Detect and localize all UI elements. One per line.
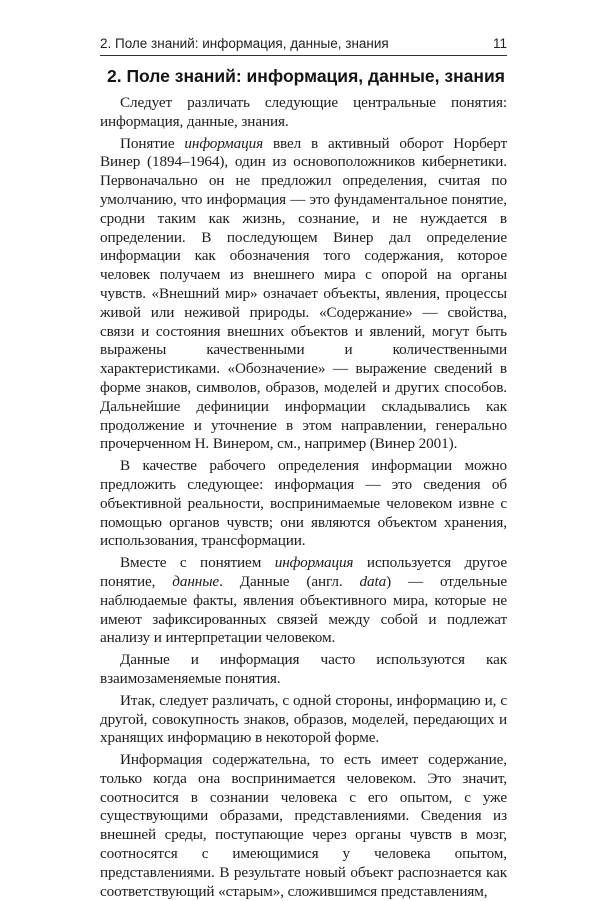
body-text xyxy=(100,94,507,901)
header-divider xyxy=(100,55,507,56)
term-informatsiya-2: информация xyxy=(274,554,354,572)
page-number: 11 xyxy=(492,35,507,51)
term-informatsiya: информация xyxy=(184,134,264,152)
paragraph-7 xyxy=(100,751,507,901)
paragraph-4-part-b: используется другое понятие, xyxy=(100,554,507,590)
paragraph-4-part-d: ) — отдельные наблюдаемые факты, явления объективного мира, которые не имеют зафиксированных связей между собой и подлежат анализу и интерпретации человеком. xyxy=(100,572,507,647)
running-head xyxy=(100,33,507,53)
paragraph-2-lead: Понятие xyxy=(120,134,185,152)
paragraph-5-text: Данные и информация часто используются как взаимозаменяемые понятия. xyxy=(100,651,507,687)
paragraph-7-text: Информация содержательна, то есть имеет содержание, только когда она воспринимается человеком. Это значит, соотносится в сознании человека с его опытом, с уже существующими образами, представлениями. Сведения из внешней среды, поступающие через органы чувств в мозг, соотносятся с имеющимися у человека опытом, представлениями. В результате новый объект распознается как соответствующий «старым», сложившимся представлениям, xyxy=(100,751,507,900)
paragraph-2 xyxy=(100,135,507,455)
paragraph-1 xyxy=(100,94,507,132)
paragraph-4-lead: Вместе с понятием xyxy=(120,554,275,572)
paragraph-3-text: В качестве рабочего определения информации можно предложить следующее: информация — это сведения об объективной реальности, воспринимаемые человеком извне с помощью органов чувств; они являются объектом хранения, использования, трансформации. xyxy=(100,457,507,550)
term-dannye: данные xyxy=(172,572,220,590)
term-data: data xyxy=(359,572,387,590)
paragraph-4 xyxy=(100,554,507,648)
section-heading: 2. Поле знаний: информация, данные, знания xyxy=(107,66,505,86)
paragraph-4-part-c: . Данные (англ. xyxy=(219,572,360,590)
paragraph-6-text: Итак, следует различать, с одной стороны, информацию и, с другой, совокупность знаков, образов, моделей, передающих и хранящих информацию в некоторой форме. xyxy=(100,691,507,747)
paragraph-2-text: ввел в активный оборот Норберт Винер (1894–1964), один из основоположников кибернетики. Первоначально он не предложил определения, считая по умолчанию, что информация — это фундаментальное понятие, сродни таким как жизнь, сознание, и не нуждается в определении. В последующем Винер дал определение информации как обозначения того содержания, которое человек получаем из внешнего мира с опорой на органы чувств. «Внешний мир» означает объекты, явления, процессы живой или неживой природы. «Содержание» — свойства, связи и состояния внешних объектов и явлений, могут быть выражены качественными и количественными характеристиками. «Обозначение» — выражение сведений в форме знаков, символов, образов, моделей и других способов. Дальнейшие дефиниции информации складывались как продолжение и уточнение в этом направлении, генерально прочерченном Н. Винером, см., например (Винер 2001). xyxy=(100,134,508,453)
paragraph-6 xyxy=(100,692,507,748)
paragraph-3 xyxy=(100,457,507,551)
paragraph-1-text: Следует различать следующие центральные понятия: информация, данные, знания. xyxy=(100,94,507,130)
running-head-title: 2. Поле знаний: информация, данные, знания xyxy=(100,35,389,51)
paragraph-5 xyxy=(100,651,507,689)
